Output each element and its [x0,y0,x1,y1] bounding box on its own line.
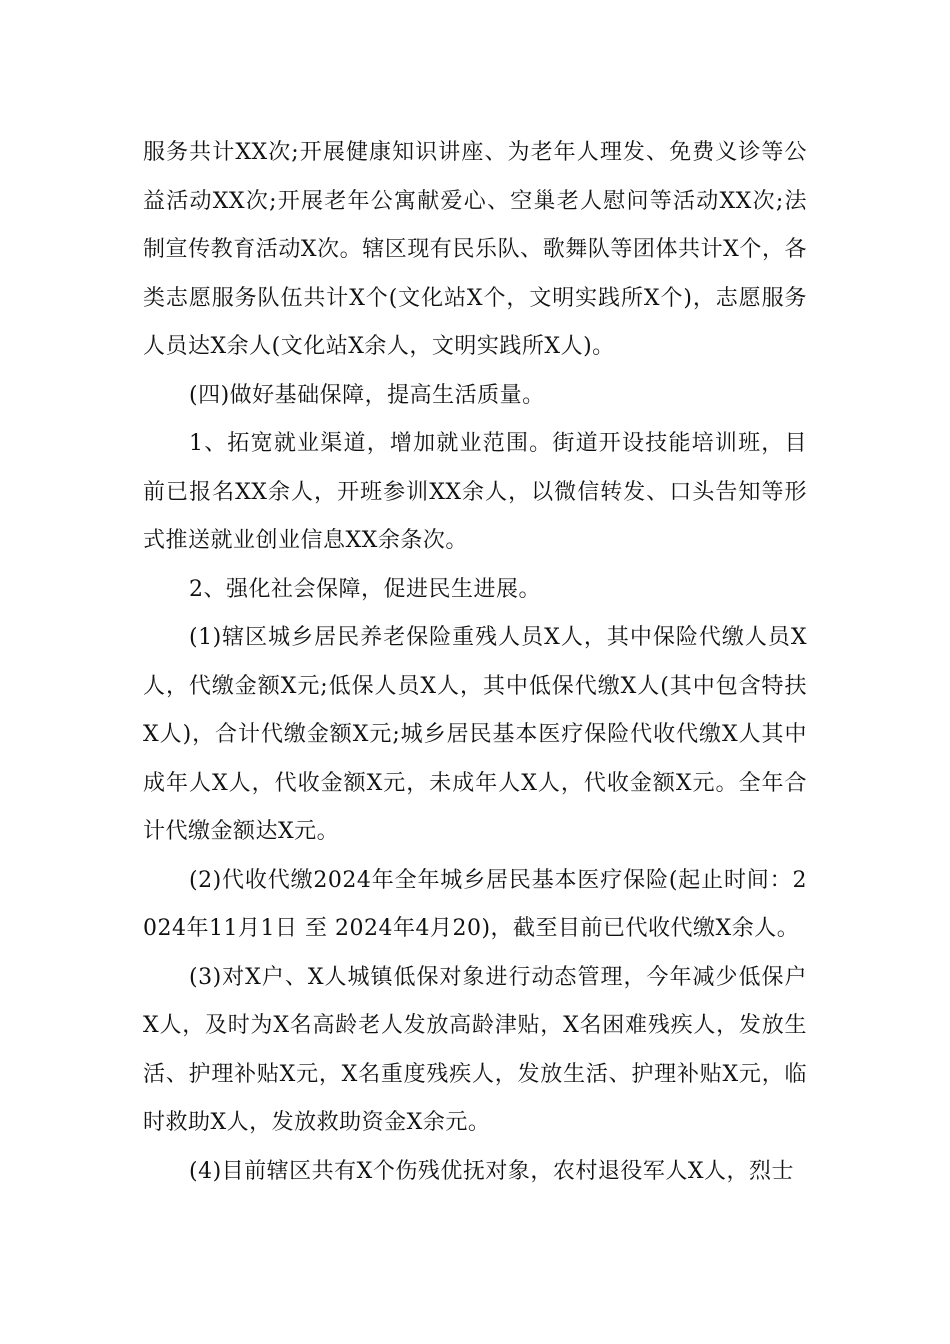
paragraph-volunteer-services: 服务共计XX次;开展健康知识讲座、为老年人理发、免费义诊等公益活动XX次;开展老年公寓献爱心、空巢老人慰问等活动XX次;法制宣传教育活动X次。辖区现有民乐队、歌舞队等团体共计X个，各类志愿服务队伍共计X个(文化站X个，文明实践所X个)，志愿服务人员达X余人(文化站X余人，文明实践所X人)。 [143,140,807,359]
document-page [143,129,807,1196]
paragraph-medical-insurance: (2)代收代缴2024年全年城乡居民基本医疗保险(起止时间：2024年11月1日 至 2024年4月20)，截至目前已代收代缴X余人。 [143,867,807,941]
paragraph-veterans: (4)目前辖区共有X个伤残优抚对象，农村退役军人X人，烈士 [189,1158,794,1184]
paragraph-employment: 1、拓宽就业渠道，增加就业范围。街道开设技能培训班，目前已报名XX余人，开班参训XX余人，以微信转发、口头告知等形式推送就业创业信息XX余条次。 [143,431,807,553]
subheading-social-security: 2、强化社会保障，促进民生进展。 [189,576,541,602]
paragraph-low-income-management: (3)对X户、X人城镇低保对象进行动态管理，今年减少低保户X人，及时为X名高龄老人发放高龄津贴，X名困难残疾人，发放生活、护理补贴X元，X名重度残疾人，发放生活、护理补贴X元，临时救助X人，发放救助资金X余元。 [143,964,807,1135]
paragraph-pension-insurance: (1)辖区城乡居民养老保险重残人员X人，其中保险代缴人员X人，代缴金额X元;低保人员X人，其中低保代缴X人(其中包含特扶X人)，合计代缴金额X元;城乡居民基本医疗保险代收代缴X人其中成年人X人，代收金额X元，未成年人X人，代收金额X元。全年合计代缴金额达X元。 [143,625,807,844]
section-heading-basic-guarantee: (四)做好基础保障，提高生活质量。 [189,382,545,408]
